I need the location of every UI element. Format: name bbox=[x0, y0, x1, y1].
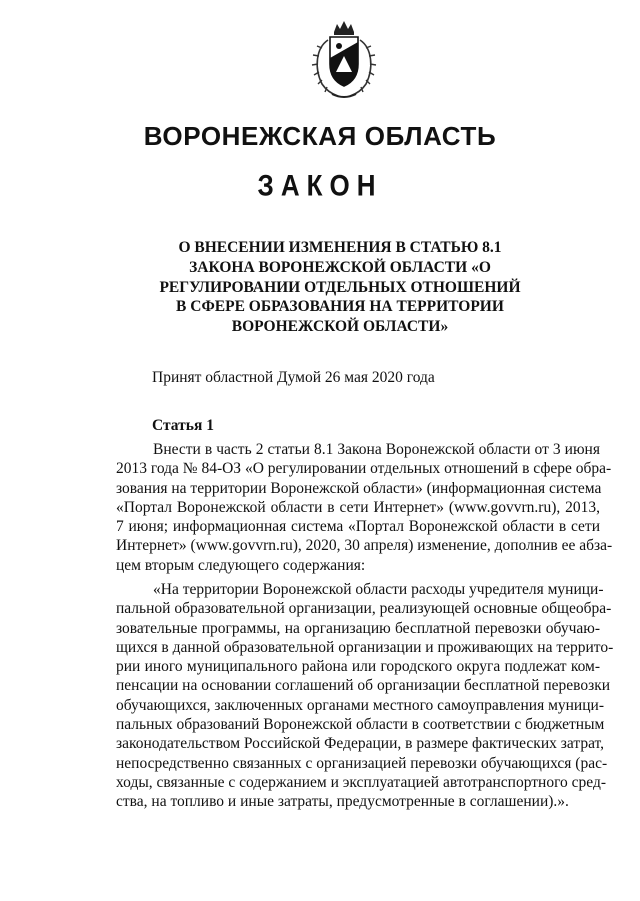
paragraph-line: Интернет» (www.govvrn.ru), 2020, 30 апреля) изменение, дополнив ее абза- bbox=[116, 537, 613, 555]
law-subject-title bbox=[150, 238, 530, 337]
subject-line: ВОРОНЕЖСКОЙ ОБЛАСТИ» bbox=[231, 318, 449, 336]
subject-line: РЕГУЛИРОВАНИИ ОТДЕЛЬНЫХ ОТНОШЕНИЙ bbox=[159, 278, 521, 296]
article-paragraph-1 bbox=[116, 440, 613, 575]
paragraph-line: ходы, связанные с содержанием и эксплуатацией автотранспортного сред- bbox=[116, 773, 607, 791]
paragraph-line: ства, на топливо и иные затраты, предусмотренные в соглашении).». bbox=[116, 793, 569, 811]
coat-of-arms-icon bbox=[306, 18, 382, 100]
paragraph-line: щихся в данной образовательной организации и проживающих на террито- bbox=[116, 638, 614, 656]
paragraph-line: рии иного муниципального района или городского округа подлежат ком- bbox=[116, 658, 600, 676]
paragraph-line: зовательные программы, на организацию бесплатной перевозки обучаю- bbox=[116, 619, 600, 637]
paragraph-line: Внести в часть 2 статьи 8.1 Закона Воронежской области от 3 июня bbox=[153, 441, 600, 458]
paragraph-line: непосредственно связанных с организацией перевозки обучающихся (рас- bbox=[116, 754, 608, 772]
subject-line: В СФЕРЕ ОБРАЗОВАНИЯ НА ТЕРРИТОРИИ bbox=[176, 298, 504, 316]
paragraph-line: зования на территории Воронежской области» (информационная система bbox=[116, 479, 602, 497]
article-paragraph-2 bbox=[116, 580, 614, 812]
paragraph-line: цем вторым следующего содержания: bbox=[116, 556, 366, 574]
paragraph-line: «Портал Воронежской области в сети Интернет» (www.govvrn.ru), 2013, bbox=[116, 498, 600, 516]
paragraph-line: пальной образовательной организации, реализующей основные общеобра- bbox=[116, 600, 612, 618]
subject-line: О ВНЕСЕНИИ ИЗМЕНЕНИЯ В СТАТЬЮ 8.1 bbox=[178, 239, 502, 256]
article-heading: Статья 1 bbox=[152, 417, 214, 434]
paragraph-line: законодательством Российской Федерации, в размере фактических затрат, bbox=[116, 735, 605, 753]
paragraph-line: 7 июня; информационная система «Портал Воронежской области в сети bbox=[116, 518, 600, 536]
paragraph-line: обучающихся, заключенных органами местного самоуправления муници- bbox=[116, 696, 604, 714]
document-type-title: ЗАКОН bbox=[257, 168, 383, 203]
paragraph-line: пенсации на основании соглашений об организации бесплатной перевозки bbox=[116, 677, 611, 695]
paragraph-line: пальных образований Воронежской области в соответствии с бюджетным bbox=[116, 716, 605, 734]
paragraph-line: «На территории Воронежской области расходы учредителя муници- bbox=[153, 581, 604, 598]
subject-line: ЗАКОНА ВОРОНЕЖСКОЙ ОБЛАСТИ «О bbox=[189, 258, 491, 276]
region-title: ВОРОНЕЖСКАЯ ОБЛАСТЬ bbox=[143, 121, 497, 151]
adoption-date: Принят областной Думой 26 мая 2020 года bbox=[152, 369, 435, 386]
paragraph-line: 2013 года № 84-ОЗ «О регулировании отдельных отношений в сфере обра- bbox=[116, 460, 612, 478]
